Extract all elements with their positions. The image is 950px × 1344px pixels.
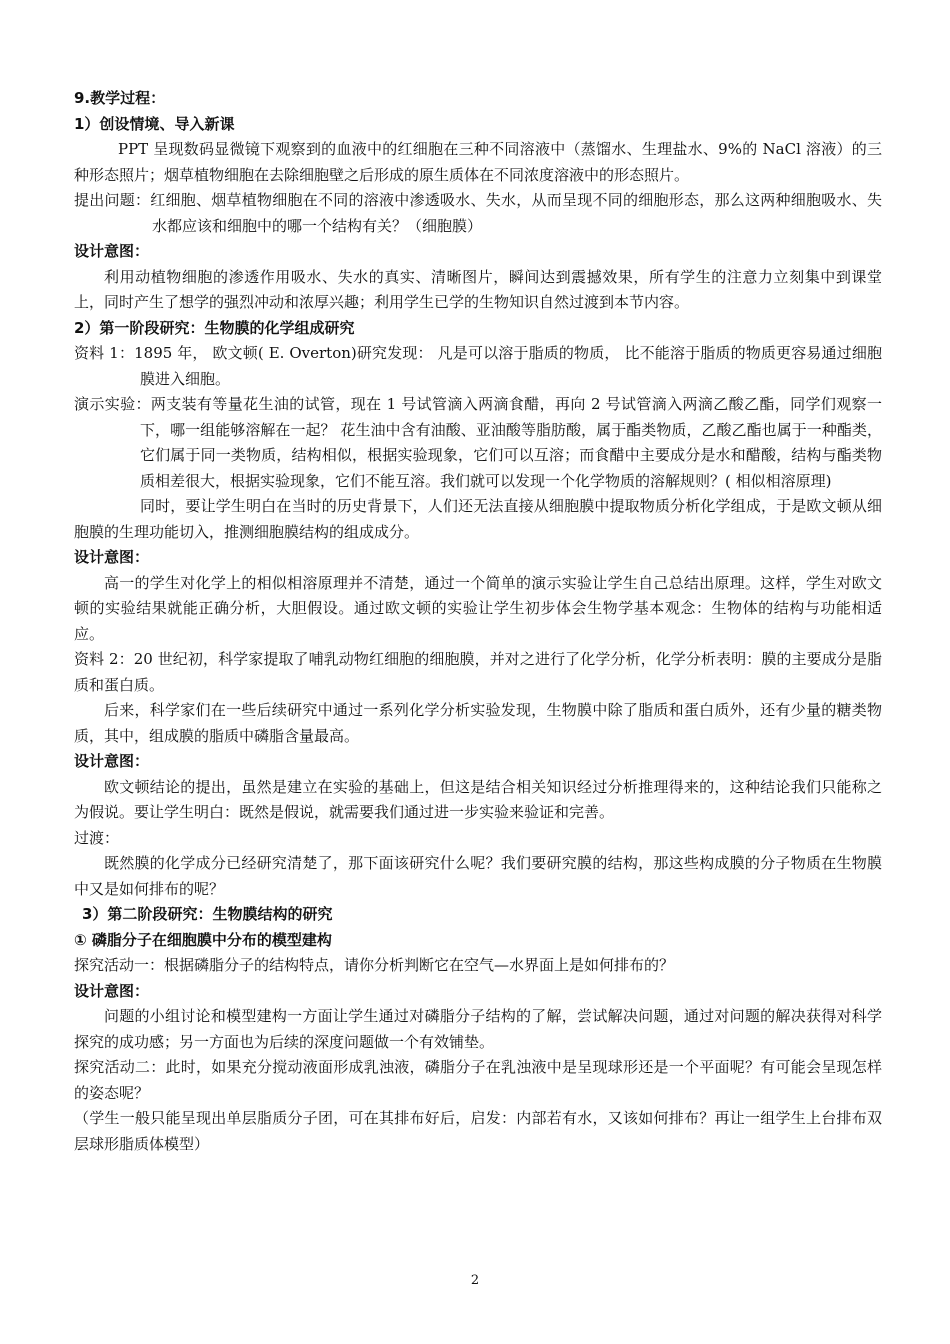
step3-activity2: 探究活动二：此时，如果充分搅动液面形成乳浊液，磷脂分子在乳浊液中是呈现球形还是一个平面呢？有可能会呈现怎样的姿态呢？ — [74, 1058, 882, 1102]
step2-demo: 演示实验：两支装有等量花生油的试管，现在 1 号试管滴入两滴食醋，再向 2 号试管滴入两滴乙酸乙酯，同学们观察一下，哪一组能够溶解在一起？ 花生油中含有油酸、亚油酸等脂肪酸，属于酯类物质，乙酸乙酯也属于一种酯类，它们属于同一类物质，结构相似，根据实验现象，它们可以互溶；而食醋中主要成分是水和醋酸，结构与酯类物质相差很大，根据实验现象，它们不能互溶。我们就可以发现一个化学物质的溶解规则？( 相似相溶原理) — [74, 395, 882, 490]
step3-design-text: 问题的小组讨论和模型建构一方面让学生通过对磷脂分子结构的了解，尝试解决问题，通过对问题的解决获得对科学探究的成功感；另一方面也为后续的深度问题做一个有效铺垫。 — [74, 1007, 882, 1051]
page-content — [74, 86, 882, 1157]
step2-transition-label: 过渡： — [74, 828, 120, 847]
step3-note: （学生一般只能呈现出单层脂质分子团，可在其排布好后，启发：内部若有水，又该如何排布？再让一组学生上台排布双层球形脂质体模型） — [74, 1109, 882, 1153]
step1-design-label: 设计意图： — [74, 242, 150, 260]
step3-subheading: ① 磷脂分子在细胞膜中分布的模型建构 — [74, 930, 332, 949]
step2-design-label-2: 设计意图： — [74, 752, 150, 770]
step1-paragraph: PPT 呈现数码显微镜下观察到的血液中的红细胞在三种不同溶液中（蒸馏水、生理盐水、9%的 NaCl 溶液）的三种形态照片；烟草植物细胞在去除细胞壁之后形成的原生质体在不同浓度溶液中的形态照片。 — [74, 140, 882, 184]
step2-material2: 资料 2：20 世纪初，科学家提取了哺乳动物红细胞的细胞膜，并对之进行了化学分析，化学分析表明：膜的主要成分是脂质和蛋白质。 — [74, 650, 882, 694]
section-title: 9.教学过程： — [74, 89, 166, 107]
step2-transition-text: 既然膜的化学成分已经研究清楚了，那下面该研究什么呢？我们要研究膜的结构，那这些构成膜的分子物质在生物膜中又是如何排布的呢？ — [74, 854, 882, 898]
step1-question: 提出问题：红细胞、烟草植物细胞在不同的溶液中渗透吸水、失水，从而呈现不同的细胞形态，那么这两种细胞吸水、失水都应该和细胞中的哪一个结构有关？（细胞膜） — [74, 191, 882, 235]
step2-later: 后来，科学家们在一些后续研究中通过一系列化学分析实验发现，生物膜中除了脂质和蛋白质外，还有少量的糖类物质，其中，组成膜的脂质中磷脂含量最高。 — [74, 701, 882, 745]
step2-heading: 2）第一阶段研究：生物膜的化学组成研究 — [74, 318, 355, 337]
step1-heading: 1）创设情境、导入新课 — [74, 114, 235, 133]
step2-demo-follow: 同时，要让学生明白在当时的历史背景下，人们还无法直接从细胞膜中提取物质分析化学组成，于是欧文顿从细胞膜的生理功能切入，推测细胞膜结构的组成成分。 — [74, 497, 882, 541]
step2-design-label: 设计意图： — [74, 548, 150, 566]
page-number: 2 — [470, 1273, 480, 1288]
step2-design-text: 高一的学生对化学上的相似相溶原理并不清楚，通过一个简单的演示实验让学生自己总结出原理。这样，学生对欧文顿的实验结果就能正确分析，大胆假设。通过欧文顿的实验让学生初步体会生物学基本观念：生物体的结构与功能相适应。 — [74, 573, 882, 643]
step3-activity1: 探究活动一：根据磷脂分子的结构特点，请你分析判断它在空气—水界面上是如何排布的？ — [74, 956, 675, 974]
step2-design-text-2: 欧文顿结论的提出，虽然是建立在实验的基础上，但这是结合相关知识经过分析推理得来的，这种结论我们只能称之为假说。要让学生明白：既然是假说，就需要我们通过进一步实验来验证和完善。 — [74, 777, 882, 821]
step3-heading: 3）第二阶段研究：生物膜结构的研究 — [82, 905, 333, 923]
step1-design-text: 利用动植物细胞的渗透作用吸水、失水的真实、清晰图片，瞬间达到震撼效果，所有学生的注意力立刻集中到课堂上，同时产生了想学的强烈冲动和浓厚兴趣；利用学生已学的生物知识自然过渡到本节内容。 — [74, 267, 882, 311]
step2-material1: 资料 1：1895 年， 欧文顿( E. Overton)研究发现： 凡是可以溶于脂质的物质， 比不能溶于脂质的物质更容易通过细胞膜进入细胞。 — [74, 344, 882, 388]
step3-design-label: 设计意图： — [74, 981, 150, 1000]
